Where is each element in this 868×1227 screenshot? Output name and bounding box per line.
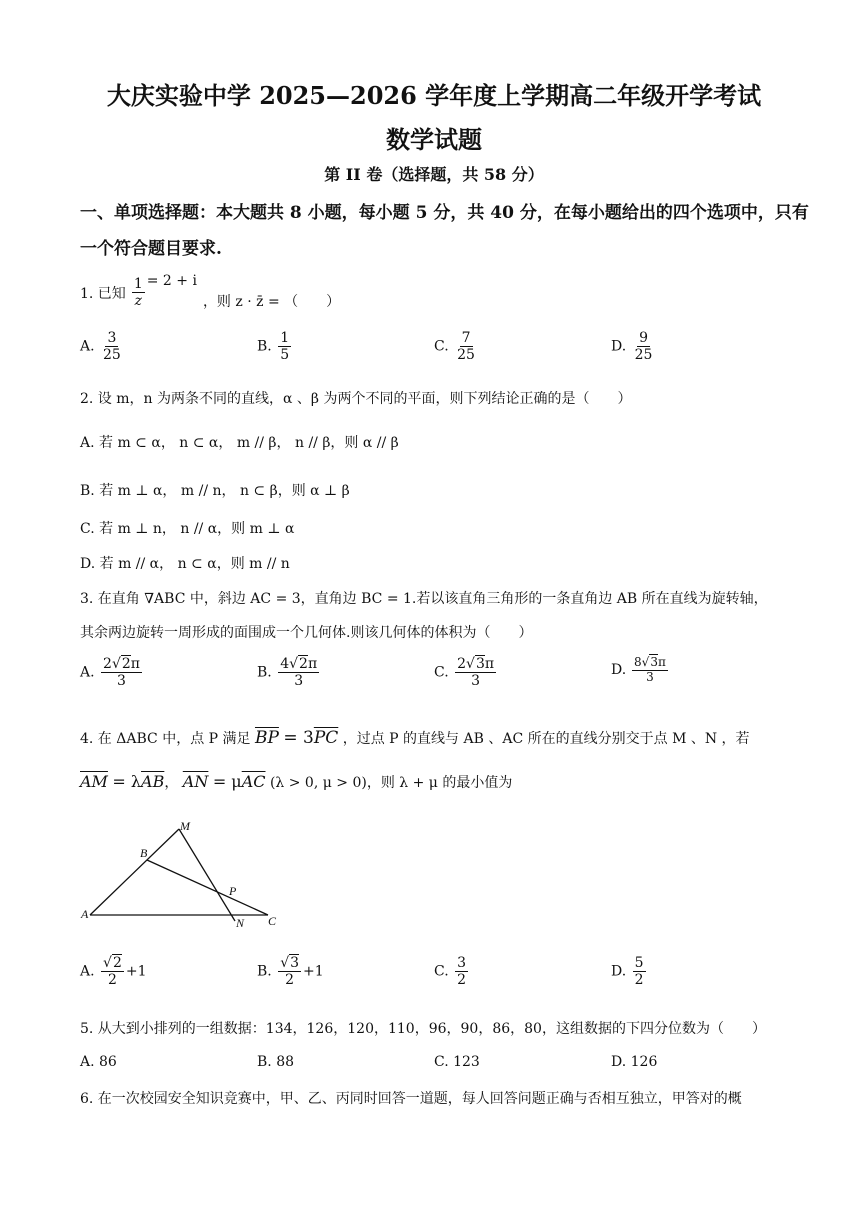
q3-option-d-frac bbox=[632, 656, 668, 685]
q1-option-c-frac bbox=[455, 330, 477, 363]
frac-den: 25 bbox=[457, 347, 475, 364]
radicand: 3 bbox=[475, 656, 485, 672]
frac-den: 2 bbox=[107, 972, 117, 989]
q4-triangle-diagram bbox=[78, 818, 298, 938]
frac-num: 8√3π bbox=[634, 655, 666, 669]
q5-option-c[interactable]: C. 123 bbox=[434, 1054, 480, 1070]
coef: 4 bbox=[280, 656, 290, 672]
q2-option-d[interactable]: D. 若 m // α， n ⊂ α，则 m // n bbox=[80, 556, 290, 572]
q5-option-b[interactable]: B. 88 bbox=[257, 1054, 295, 1070]
q4-option-b[interactable] bbox=[257, 955, 324, 988]
frac-num: 4√2π bbox=[280, 656, 318, 672]
section-instructions-line1: 一、单项选择题：本大题共 8 小题，每小题 5 分，共 40 分，在每小题给出的四个选项中，只有 bbox=[80, 203, 809, 223]
q1-frac-num: 1 bbox=[133, 276, 143, 292]
q4-option-a-frac bbox=[101, 955, 124, 988]
option-label: B. bbox=[257, 664, 272, 681]
vector-am: $\overline{AM}$ bbox=[80, 772, 108, 791]
q1-option-d[interactable] bbox=[611, 330, 656, 363]
coef: 8 bbox=[634, 655, 642, 669]
q5-option-a[interactable]: A. 86 bbox=[80, 1054, 117, 1070]
vector-an: $\overline{AN}$ bbox=[182, 772, 209, 791]
frac-num: 2√2π bbox=[103, 656, 140, 672]
eq-lambda: = λ bbox=[112, 772, 142, 791]
option-label: B. bbox=[257, 963, 272, 980]
q3-option-b[interactable] bbox=[257, 656, 321, 689]
frac-den: 3 bbox=[646, 669, 654, 684]
option-label: C. bbox=[434, 963, 449, 980]
frac-num: 1 bbox=[280, 330, 290, 346]
plus-one: +1 bbox=[303, 963, 324, 980]
question-4-line1 bbox=[80, 728, 750, 748]
frac-den: 25 bbox=[103, 347, 121, 364]
frac-num: 3 bbox=[457, 955, 467, 971]
question-1-stem bbox=[80, 272, 341, 310]
q4-option-c[interactable] bbox=[434, 955, 470, 988]
option-label: D. bbox=[611, 661, 627, 678]
q4-eq: = 3 bbox=[283, 728, 314, 748]
radicand: 2 bbox=[121, 656, 131, 672]
question-3-line2: 其余两边旋转一周形成的面围成一个几何体.则该几何体的体积为（ ） bbox=[80, 625, 533, 641]
frac-num: √2 bbox=[103, 955, 122, 971]
segment-bc bbox=[147, 860, 268, 915]
label-b: B bbox=[140, 846, 148, 860]
q1-equation: = 2 + i bbox=[146, 272, 197, 289]
label-n: N bbox=[236, 916, 245, 930]
frac-den: 3 bbox=[471, 673, 481, 690]
q3-option-a-frac bbox=[101, 656, 142, 689]
q1-fraction bbox=[132, 276, 145, 309]
q3-option-c[interactable] bbox=[434, 656, 498, 689]
q4-tail: ，过点 P 的直线与 AB 、AC 所在的直线分别交于点 M 、N ，若 bbox=[342, 731, 750, 747]
option-label: D. bbox=[611, 338, 627, 355]
q4-option-a[interactable] bbox=[80, 955, 147, 988]
option-label: C. bbox=[434, 664, 449, 681]
q3-option-b-frac bbox=[278, 656, 319, 689]
frac-den: 3 bbox=[117, 673, 126, 690]
q4-prefix: 4. 在 ΔABC 中，点 P 满足 bbox=[80, 731, 251, 747]
vector-bp: $\overline{BP}$ bbox=[254, 728, 279, 748]
frac-den: 3 bbox=[294, 673, 304, 690]
radicand: 3 bbox=[290, 955, 300, 971]
volume-heading: 第 II 卷（选择题，共 58 分） bbox=[324, 165, 544, 184]
segment-mn bbox=[179, 829, 235, 921]
q5-option-d[interactable]: D. 126 bbox=[611, 1054, 658, 1070]
option-label: A. bbox=[80, 664, 95, 681]
q1-frac-den: z bbox=[134, 293, 142, 310]
pi-symbol: π bbox=[657, 655, 666, 669]
q3-option-a[interactable] bbox=[80, 656, 144, 689]
radicand: 3 bbox=[650, 655, 658, 669]
frac-den: 2 bbox=[285, 972, 295, 989]
frac-num: 3 bbox=[107, 330, 117, 346]
frac-num: 5 bbox=[634, 955, 644, 971]
section-instructions-line2: 一个符合题目要求. bbox=[80, 239, 222, 259]
option-label: C. bbox=[434, 338, 449, 355]
radicand: 2 bbox=[299, 656, 308, 672]
label-a: A bbox=[81, 907, 89, 921]
question-4-line2 bbox=[80, 772, 512, 792]
q3-option-c-frac bbox=[455, 656, 496, 689]
label-p: P bbox=[229, 884, 237, 898]
q4-option-b-frac bbox=[278, 955, 301, 988]
vector-pc: $\overline{PC}$ bbox=[313, 728, 339, 748]
vector-ab: $\overline{AB}$ bbox=[141, 772, 165, 791]
q1-option-c[interactable] bbox=[434, 330, 479, 363]
question-5-stem: 5. 从大到小排列的一组数据：134，126，120，110，96，90，86，80，这组数据的下四分位数为（ ） bbox=[80, 1021, 766, 1037]
q1-option-b[interactable] bbox=[257, 330, 293, 363]
frac-num: 7 bbox=[461, 330, 471, 346]
pi-symbol: π bbox=[307, 656, 318, 672]
option-label: A. bbox=[80, 963, 95, 980]
pi-symbol: π bbox=[484, 656, 495, 672]
q4-option-d[interactable] bbox=[611, 955, 648, 988]
frac-den: 5 bbox=[280, 347, 290, 364]
question-6-stem: 6. 在一次校园安全知识竞赛中，甲、乙、丙同时回答一道题，每人回答问题正确与否相互独立，甲答对的概 bbox=[80, 1091, 742, 1107]
coef: 2 bbox=[103, 656, 112, 672]
label-c: C bbox=[268, 914, 277, 928]
pi-symbol: π bbox=[130, 656, 140, 672]
q4-option-d-frac bbox=[633, 955, 646, 988]
question-2-stem: 2. 设 m，n 为两条不同的直线，α 、β 为两个不同的平面，则下列结论正确的是（ ） bbox=[80, 391, 632, 407]
frac-num: 2√3π bbox=[457, 656, 495, 672]
frac-num: √3 bbox=[280, 955, 300, 971]
comma: ， bbox=[164, 775, 179, 791]
exam-subject: 数学试题 bbox=[386, 125, 482, 154]
label-m: M bbox=[180, 819, 190, 833]
q2-option-b[interactable]: B. 若 m ⊥ α， m // n， n ⊂ β，则 α ⊥ β bbox=[80, 483, 350, 499]
q1-option-a[interactable] bbox=[80, 330, 125, 363]
q1-prefix: 1. 已知 bbox=[80, 285, 126, 302]
q1-tail: ，则 z · z̄ = （ ） bbox=[202, 293, 341, 310]
q1-option-a-frac bbox=[101, 330, 123, 363]
option-label: A. bbox=[80, 338, 95, 355]
frac-den: 2 bbox=[634, 972, 644, 989]
frac-den: 25 bbox=[634, 347, 653, 364]
option-label: B. bbox=[257, 338, 272, 355]
q1-option-d-frac bbox=[633, 330, 655, 363]
segment-am bbox=[90, 829, 179, 915]
radicand: 2 bbox=[112, 955, 122, 971]
q4-condition: (λ > 0, μ > 0)，则 λ + μ 的最小值为 bbox=[269, 775, 513, 791]
q2-option-a[interactable]: A. 若 m ⊂ α， n ⊂ α， m // β， n // β，则 α // β bbox=[80, 435, 399, 451]
coef: 2 bbox=[457, 656, 467, 672]
exam-title: 大庆实验中学 2025—2026 学年度上学期高二年级开学考试 bbox=[106, 81, 762, 110]
option-label: D. bbox=[611, 963, 627, 980]
q4-option-c-frac bbox=[455, 955, 468, 988]
frac-num: 9 bbox=[639, 330, 649, 346]
plus-one: +1 bbox=[125, 963, 147, 980]
q3-option-d[interactable] bbox=[611, 656, 670, 685]
frac-den: 2 bbox=[457, 972, 467, 989]
q1-option-b-frac bbox=[278, 330, 291, 363]
eq-mu: = μ bbox=[212, 772, 242, 791]
q2-option-c[interactable]: C. 若 m ⊥ n， n // α，则 m ⊥ α bbox=[80, 521, 295, 537]
question-3-line1: 3. 在直角 ∇ABC 中，斜边 AC = 3，直角边 BC = 1.若以该直角三角形的一条直角边 AB 所在直线为旋转轴， bbox=[80, 591, 768, 607]
vector-ac: $\overline{AC}$ bbox=[241, 772, 266, 791]
